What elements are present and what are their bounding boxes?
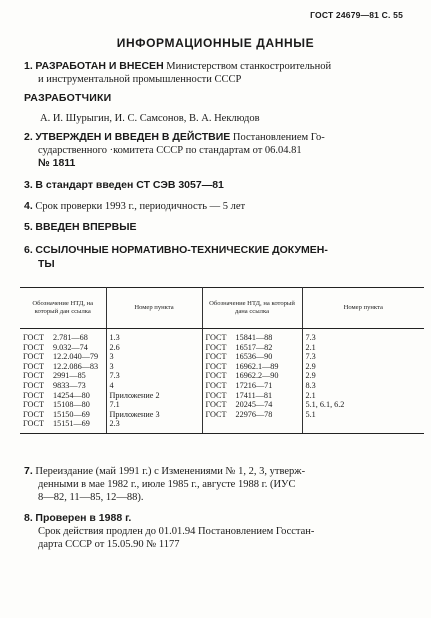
ntd-cell: [202, 352, 302, 362]
ntd-number: 14254—80: [53, 390, 90, 400]
clause-cell: 2.9: [305, 361, 316, 371]
ntd-prefix: ГОСТ: [205, 361, 227, 371]
ntd-prefix: ГОСТ: [205, 333, 227, 342]
ntd-prefix: ГОСТ: [205, 409, 227, 419]
ntd-cell: [202, 410, 302, 420]
clause-cell: 2.3: [106, 419, 202, 433]
item-8-line-3: дарта СССР от 15.05.90 № 1177: [38, 539, 180, 550]
ntd-cell: [202, 419, 302, 433]
ntd-number: 20245—74: [235, 400, 273, 410]
clause-cell: 5.1: [305, 409, 316, 419]
ntd-prefix: ГОСТ: [23, 333, 45, 342]
table-header-ntd: Обозначение НТД, на который дан ссылка: [20, 288, 106, 329]
item-7-text: Переиздание (май 1991 г.) с Изменениями № 1, 2, 3, утверж-: [35, 466, 306, 477]
developers-heading: РАЗРАБОТЧИКИ: [24, 92, 112, 104]
table-row: [20, 391, 424, 401]
page-title: ИНФОРМАЦИОННЫЕ ДАННЫЕ: [116, 36, 315, 50]
item-3: [24, 179, 224, 192]
ntd-cell: [202, 400, 302, 410]
ntd-prefix: ГОСТ: [23, 400, 45, 410]
ntd-prefix: ГОСТ: [205, 352, 227, 362]
clause-cell: 2.1: [305, 342, 316, 352]
ntd-number: 15108—80: [53, 400, 90, 410]
ntd-cell: [20, 329, 106, 343]
item-3-text: В стандарт введен СТ СЭВ 3057—81: [35, 179, 224, 191]
item-8-text: Проверен в 1988 г.: [35, 512, 132, 524]
table-header-row: [20, 288, 424, 329]
item-4-text: Срок проверки 1993 г., периодичность — 5 лет: [35, 201, 246, 212]
clause-cell: Приложение 3: [106, 410, 202, 420]
table-row: [20, 371, 424, 381]
ntd-prefix: ГОСТ: [23, 409, 45, 419]
ntd-number: 17411—81: [235, 390, 273, 400]
item-5: [24, 221, 137, 234]
ntd-cell: [20, 410, 106, 420]
clause-cell: 8.3: [305, 380, 316, 390]
ntd-cell: [202, 381, 302, 391]
ntd-prefix: ГОСТ: [23, 390, 45, 400]
table-row: [20, 419, 424, 433]
ntd-number: 16536—90: [235, 352, 273, 362]
item-8: [24, 512, 131, 525]
table-row: [20, 400, 424, 410]
ntd-cell: [202, 391, 302, 401]
table-row: [20, 329, 424, 343]
ntd-cell: [202, 362, 302, 372]
ntd-cell: [20, 391, 106, 401]
clause-cell: 4: [106, 381, 202, 391]
ntd-prefix: ГОСТ: [23, 361, 45, 371]
item-1: [24, 60, 331, 73]
ntd-number: 16962.2—90: [235, 371, 279, 381]
table-header-clause: Номер пункта: [302, 288, 424, 329]
ntd-prefix: ГОСТ: [205, 380, 227, 390]
item-2: [24, 131, 325, 144]
ntd-number: 16517—82: [235, 342, 273, 352]
table-row: [20, 381, 424, 391]
clause-cell: 7.3: [305, 333, 316, 342]
page-header: ГОСТ 24679—81 С. 55: [310, 10, 403, 20]
clause-cell: Приложение 2: [106, 391, 202, 401]
clause-cell: 3: [106, 362, 202, 372]
item-2-heading: УТВЕРЖДЕН И ВВЕДЕН В ДЕЙСТВИЕ: [35, 131, 231, 143]
item-6: [24, 244, 328, 257]
item-7-line-2: денными в мае 1982 г., июле 1985 г., августе 1988 г. (ИУС: [38, 479, 296, 490]
table-header-ntd: Обозначение НТД, на который дана ссылка: [202, 288, 302, 329]
clause-cell: 2.1: [305, 390, 316, 400]
ntd-number: 12.2.086—83: [53, 361, 99, 371]
ntd-cell: [202, 343, 302, 353]
developers-names: А. И. Шурыгин, И. С. Самсонов, В. А. Неклюдов: [40, 113, 260, 124]
item-1-line-2: и инструментальной промышленности СССР: [38, 74, 242, 85]
table-row: [20, 362, 424, 372]
ntd-number: 12.2.040—79: [53, 352, 99, 362]
ntd-cell: [20, 343, 106, 353]
ntd-number: 15151—69: [53, 419, 90, 429]
ntd-prefix: ГОСТ: [23, 342, 45, 352]
ntd-number: 15841—88: [235, 333, 273, 342]
ntd-number: 22976—78: [235, 409, 273, 419]
ntd-cell: [20, 352, 106, 362]
clause-cell: 7.1: [106, 400, 202, 410]
item-2-line-3: № 1811: [38, 157, 76, 169]
item-8-number: 8.: [24, 512, 33, 524]
item-6-number: 6.: [24, 244, 33, 256]
ntd-cell: [20, 362, 106, 372]
item-2-line-2: сударственного ·комитета СССР по стандартам от 06.04.81: [38, 145, 302, 156]
ntd-number: 9.032—74: [53, 342, 88, 352]
item-3-number: 3.: [24, 179, 33, 191]
item-1-number: 1.: [24, 60, 33, 72]
ntd-number: 9833—73: [53, 380, 86, 390]
clause-cell: 3: [106, 352, 202, 362]
table-row: [20, 352, 424, 362]
ntd-number: 2.781—68: [53, 333, 88, 342]
clause-cell: 2.9: [305, 371, 316, 381]
ntd-cell: [202, 371, 302, 381]
item-5-number: 5.: [24, 221, 33, 233]
item-6-line-2: ТЫ: [38, 258, 55, 270]
item-6-heading: ССЫЛОЧНЫЕ НОРМАТИВНО-ТЕХНИЧЕСКИЕ ДОКУМЕН-: [35, 244, 328, 256]
table-header-clause: Номер пункта: [106, 288, 202, 329]
item-1-heading: РАЗРАБОТАН И ВНЕСЕН: [35, 60, 164, 72]
item-4-number: 4.: [24, 200, 33, 212]
reference-table: [20, 287, 424, 434]
clause-cell: 5.1, 6.1, 6.2: [305, 400, 345, 410]
item-7-line-3: 8—82, 11—85, 12—88).: [38, 492, 144, 503]
ntd-number: 15150—69: [53, 409, 90, 419]
ntd-prefix: ГОСТ: [23, 380, 45, 390]
ntd-prefix: ГОСТ: [23, 371, 45, 381]
ntd-cell: [202, 329, 302, 343]
ntd-cell: [20, 400, 106, 410]
item-4: [24, 200, 245, 213]
ntd-number: 2991—85: [53, 371, 86, 381]
ntd-number: 17216—71: [235, 380, 273, 390]
item-1-text: Министерством станкостроительной: [166, 61, 332, 72]
table-body: [20, 329, 424, 434]
clause-cell: 7.3: [305, 352, 316, 362]
table-row: [20, 343, 424, 353]
ntd-number: 16962.1—89: [235, 361, 279, 371]
item-5-text: ВВЕДЕН ВПЕРВЫЕ: [35, 221, 137, 233]
ntd-prefix: ГОСТ: [23, 419, 45, 429]
ntd-prefix: ГОСТ: [205, 390, 227, 400]
clause-cell: 7.3: [106, 371, 202, 381]
ntd-cell: [20, 419, 106, 433]
item-7: [24, 465, 305, 478]
item-2-number: 2.: [24, 131, 33, 143]
clause-cell: [302, 419, 424, 433]
ntd-cell: [20, 381, 106, 391]
clause-cell: 1.3: [106, 329, 202, 343]
item-8-line-2: Срок действия продлен до 01.01.94 Постановлением Госстан-: [38, 526, 315, 537]
ntd-prefix: ГОСТ: [205, 342, 227, 352]
ntd-cell: [20, 371, 106, 381]
ntd-prefix: ГОСТ: [205, 371, 227, 381]
ntd-prefix: ГОСТ: [23, 352, 45, 362]
item-7-number: 7.: [24, 465, 33, 477]
ntd-prefix: ГОСТ: [205, 400, 227, 410]
table-row: [20, 410, 424, 420]
clause-cell: 2.6: [106, 343, 202, 353]
item-2-text: Постановлением Го-: [232, 132, 325, 143]
